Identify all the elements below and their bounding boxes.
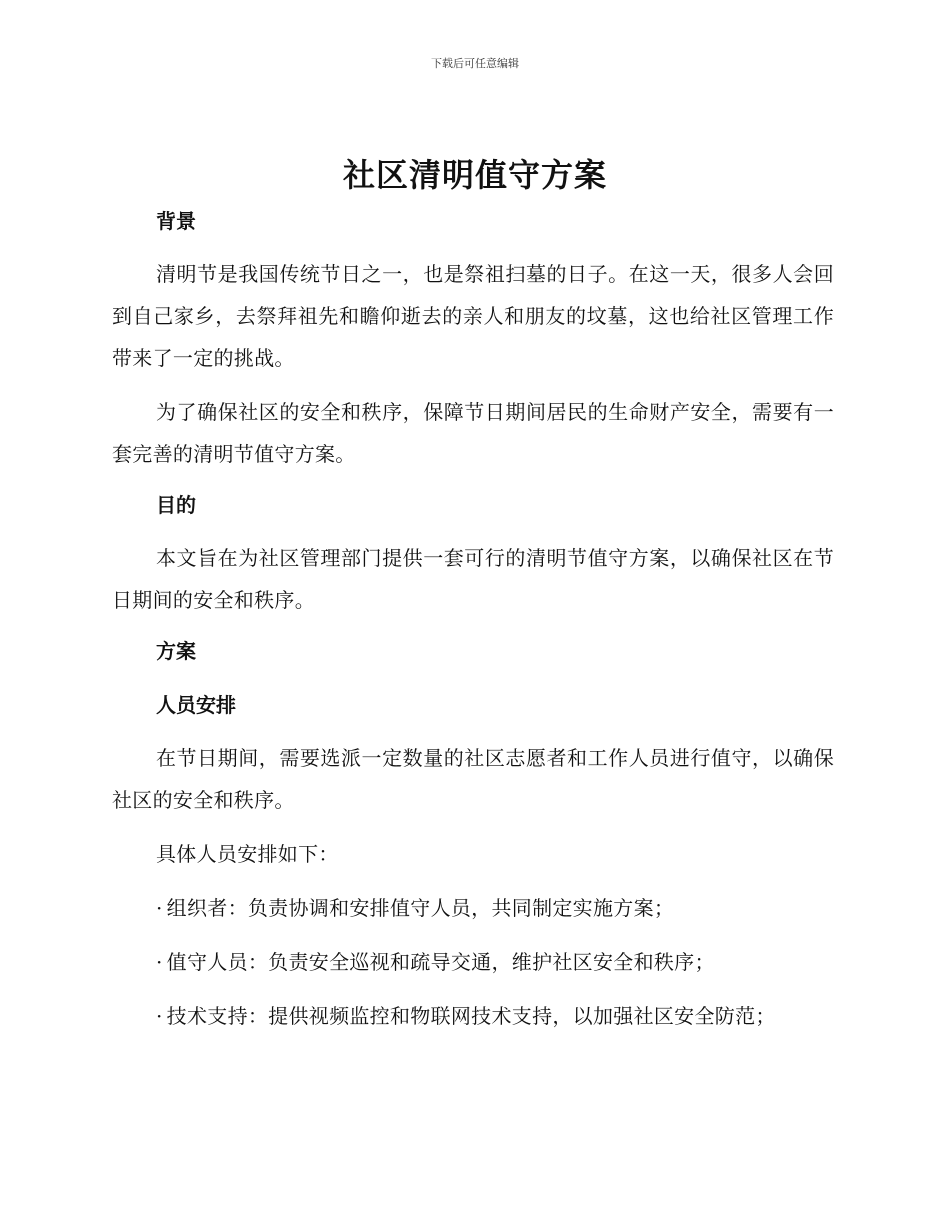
heading-staffing: 人员安排: [156, 693, 236, 717]
document-body: [112, 203, 834, 1037]
paragraph-background-2: 为了确保社区的安全和秩序，保障节日期间居民的生命财产安全，需要有一套完善的清明节值守方案。: [112, 400, 834, 466]
bullet-marker: ·: [156, 1004, 163, 1028]
list-item: [112, 995, 834, 1037]
bullet-marker: ·: [156, 896, 163, 920]
paragraph-staffing-1: 在节日期间，需要选派一定数量的社区志愿者和工作人员进行值守，以确保社区的安全和秩序。: [112, 746, 834, 812]
header-note: 下载后可任意编辑: [431, 57, 519, 70]
list-item: [112, 887, 834, 929]
bullet-marker: ·: [156, 950, 163, 974]
heading-plan: 方案: [156, 639, 196, 663]
heading-purpose: 目的: [156, 493, 196, 517]
list-item: [112, 941, 834, 983]
list-item-text: 值守人员：负责安全巡视和疏导交通，维护社区安全和秩序；: [166, 950, 715, 974]
list-item-text: 技术支持：提供视频监控和物联网技术支持，以加强社区安全防范；: [166, 1004, 776, 1028]
document-title: 社区清明值守方案: [342, 156, 607, 194]
list-item-text: 组织者：负责协调和安排值守人员，共同制定实施方案；: [166, 896, 675, 920]
heading-background: 背景: [156, 209, 196, 233]
paragraph-staffing-2: 具体人员安排如下：: [156, 842, 339, 866]
paragraph-purpose-1: 本文旨在为社区管理部门提供一套可行的清明节值守方案，以确保社区在节日期间的安全和秩序。: [112, 546, 834, 612]
paragraph-background-1: 清明节是我国传统节日之一，也是祭祖扫墓的日子。在这一天，很多人会回到自己家乡，去祭拜祖先和瞻仰逝去的亲人和朋友的坟墓，这也给社区管理工作带来了一定的挑战。: [112, 262, 834, 370]
